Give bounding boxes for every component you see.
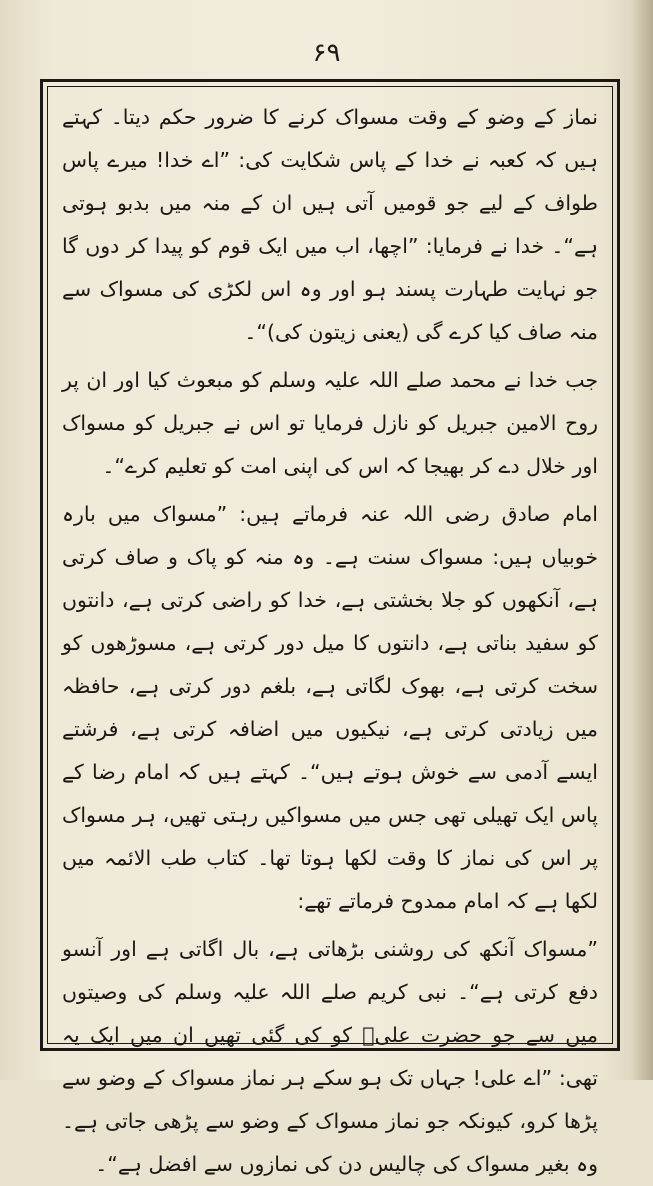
paragraph-jibril-miswak: جب خدا نے محمد صلے اللہ علیہ وسلم کو مبعوث کیا اور ان پر روح الامین جبریل کو نازل فرمایا تو اس نے جبریل کو مسواک اور خلال دے کر بھیجا کہ اس کی اپنی امت کو تعلیم کرے“۔: [62, 368, 598, 478]
paragraph-prophet-advice: ”مسواک آنکھ کی روشنی بڑھاتی ہے، بال اگاتی ہے اور آنسو دفع کرتی ہے“۔ نبی کریم صلے اللہ علیہ وسلم کی وصیتوں میں سے جو حضرت علیؑ کو کی گئی تھیں ان میں ایک یہ تھی: ”اے علی! جہاں تک ہو سکے ہر نماز مسواک کے وضو سے پڑھا کرو، کیونکہ جو نماز مسواک کے وضو سے پڑھی جاتی ہے۔ وہ بغیر مسواک کی چالیس دن کی نمازوں سے افضل ہے“۔: [62, 937, 598, 1176]
paragraph-imam-sadiq-benefits: امام صادق رضی اللہ عنہ فرماتے ہیں: ”مسواک میں بارہ خوبیاں ہیں: مسواک سنت ہے۔ وہ منہ کو پاک و صاف کرتی ہے، آنکھوں کو جلا بخشتی ہے، خدا کو راضی کرتی ہے، دانتوں کو سفید بناتی ہے، دانتوں کا میل دور کرتی ہے، مسوڑھوں کو سخت کرتی ہے، بھوک لگاتی ہے، بلغم دور کرتی ہے، حافظہ میں زیادتی کرتی ہے، نیکیوں میں اضافہ کرتی ہے، فرشتے ایسے آدمی سے خوش ہوتے ہیں“۔ کہتے ہیں کہ امام رضا کے پاس ایک تھیلی تھی جس میں مسواکیں رہتی تھیں، ہر مسواک پر اس کی نماز کا وقت لکھا ہوتا تھا۔ کتاب طب الائمہ میں لکھا ہے کہ امام ممدوح فرماتے تھے:: [62, 502, 598, 913]
page-number: ۶۹: [312, 38, 341, 68]
page-gutter-shadow: [631, 0, 653, 1080]
paragraph-kaaba-complaint: نماز کے وضو کے وقت مسواک کرنے کا ضرور حکم دیتا۔ کہتے ہیں کہ کعبہ نے خدا کے پاس شکایت کی: ”اے خدا! میرے پاس طواف کے لیے جو قومیں آتی ہیں ان کے منہ میں بدبو ہوتی ہے“۔ خدا نے فرمایا: ”اچھا، اب میں ایک قوم کو پیدا کر دوں گا جو نہایت طہارت پسند ہو اور وہ اس لکڑی کی مسواک سے منہ صاف کیا کرے گی (یعنی زیتون کی)“۔: [62, 105, 598, 344]
urdu-body-text: [62, 96, 598, 1186]
